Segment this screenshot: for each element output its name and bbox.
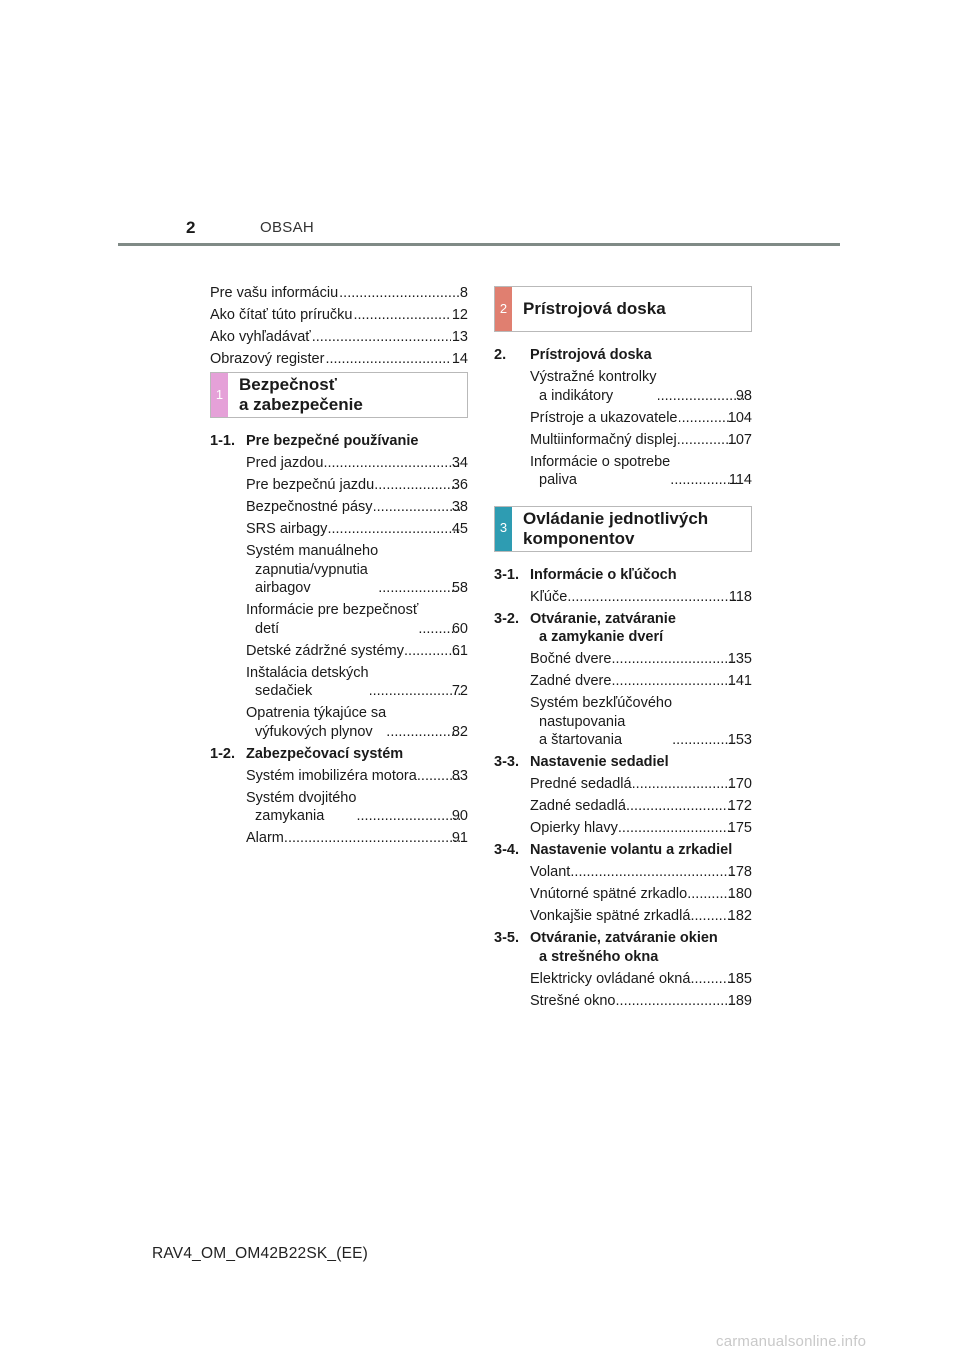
toc-entry-page: 185 (727, 970, 752, 987)
toc-entry-title: Pre vašu informáciu (210, 285, 339, 301)
toc-entry-page: 60 (451, 620, 468, 637)
toc-entry-page: 14 (451, 351, 468, 367)
toc-entry[interactable] (530, 650, 752, 669)
toc-entry-page: 141 (727, 673, 752, 689)
toc-entry-page: 13 (451, 329, 468, 345)
toc-entry-page: 72 (451, 683, 468, 699)
chapter-2-heading[interactable] (494, 286, 752, 332)
toc-entry[interactable] (530, 863, 752, 882)
dot-leader (612, 672, 735, 691)
toc-entry-title: Vnútorné spätné zrkadlo (530, 886, 688, 902)
toc-entry-page: 104 (727, 409, 752, 426)
section-label: Nastavenie volantu a zrkadiel (530, 842, 733, 858)
dot-leader (619, 819, 736, 838)
toc-entry-page: 8 (459, 285, 468, 301)
watermark: carmanualsonline.info (716, 1333, 867, 1350)
toc-entry-title: Volant (530, 864, 571, 880)
toc-entry-title: Systém imobilizéra motora (246, 767, 417, 784)
chapter-2-tab: 2 (495, 287, 512, 331)
chapter-3-tab: 3 (495, 507, 512, 551)
chapter-1-heading[interactable] (210, 372, 468, 418)
toc-entry[interactable] (246, 498, 468, 517)
dot-leader (627, 797, 736, 816)
chapter-1-title: Bezpečnosť a zabezpečenie (239, 375, 363, 414)
toc-entry-page: 12 (451, 307, 468, 323)
chapter-3-title: Ovládanie jednotlivých komponentov (523, 508, 709, 548)
dot-leader (370, 682, 460, 701)
toc-entry-page: 172 (727, 798, 752, 814)
toc-entry-title: Zadné dvere (530, 673, 612, 689)
toc-entry-title: Pred jazdou (246, 455, 324, 471)
toc-entry-title: Elektricky ovládané okná (530, 970, 691, 987)
chapter-1-tab: 1 (211, 373, 228, 417)
section-heading[interactable] (494, 929, 752, 966)
toc-entry-page: 90 (451, 808, 468, 824)
toc-entry[interactable] (246, 829, 468, 848)
section-heading[interactable] (494, 346, 752, 365)
toc-entry-title: Strešné okno (530, 992, 616, 1009)
toc-entry-title: Zadné sedadlá (530, 798, 626, 814)
dot-leader (568, 588, 737, 607)
dot-leader (633, 775, 736, 794)
section-number: 2. (494, 347, 507, 363)
dot-leader (387, 723, 460, 742)
toc-entry-page: 61 (451, 642, 468, 659)
toc-entry-page: 180 (727, 886, 752, 902)
dot-leader (671, 471, 737, 490)
toc-entry-page: 182 (727, 908, 752, 924)
section-number: 3-4. (494, 842, 519, 858)
section-label: Informácie o kľúčoch (530, 566, 677, 583)
dot-leader (375, 476, 460, 495)
toc-entry-page: 38 (451, 499, 468, 515)
document-code: RAV4_OM_OM42B22SK_(EE) (152, 1245, 369, 1262)
toc-entry[interactable] (530, 775, 752, 794)
toc-entry-page: 98 (735, 387, 752, 404)
toc-entry[interactable] (210, 350, 468, 369)
dot-leader (616, 992, 735, 1011)
dot-leader (379, 579, 460, 598)
toc-entry[interactable] (246, 542, 468, 598)
toc-entry[interactable] (246, 767, 468, 786)
section-heading[interactable] (494, 566, 752, 585)
toc-entry-title: Prístroje a ukazovatele (530, 409, 678, 426)
section-label: Prístrojová doska (530, 347, 652, 363)
chapter-2-sections (494, 346, 752, 490)
toc-entry-page: 91 (451, 830, 468, 846)
section-heading[interactable] (210, 432, 468, 451)
toc-entry-page: 135 (727, 651, 752, 667)
toc-entry-title: Kľúče (530, 588, 568, 605)
chapter-2-title: Prístrojová doska (523, 299, 666, 318)
section-label: Nastavenie sedadiel (530, 754, 669, 770)
toc-entry[interactable] (246, 664, 468, 701)
toc-entry-page: 36 (451, 477, 468, 493)
toc-entry-title: Informácie pre bezpečnosť detí (246, 602, 419, 637)
toc-left-column (210, 284, 468, 851)
toc-entry[interactable] (530, 431, 752, 450)
toc-entry-title: Systém manuálneho zapnutia/vypnutia airbagov (246, 543, 379, 596)
section-heading[interactable] (210, 745, 468, 764)
section-number: 1-2. (210, 745, 235, 762)
toc-entry-page: 170 (727, 776, 752, 792)
toc-entry-page: 107 (727, 431, 752, 448)
toc-right-column (494, 284, 752, 1014)
section-number: 3-3. (494, 754, 519, 770)
toc-entry-title: Informácie o spotrebe paliva (530, 453, 671, 488)
dot-leader (328, 520, 459, 539)
section-heading[interactable] (494, 753, 752, 772)
toc-entry[interactable] (210, 284, 468, 303)
toc-entry-page: 189 (727, 992, 752, 1009)
toc-entry[interactable] (530, 672, 752, 691)
toc-entry-page: 153 (727, 732, 752, 748)
dot-leader (658, 387, 744, 406)
toc-entry-page: 82 (451, 723, 468, 740)
toc-entry[interactable] (246, 601, 468, 638)
toc-entry-title: Inštalácia detských sedačiek (246, 664, 369, 699)
toc-entry-page: 118 (728, 588, 752, 605)
toc-entry-title: SRS airbagy (246, 521, 328, 537)
toc-entry-title: Predné sedadlá (530, 776, 632, 792)
chapter-1-sections (210, 432, 468, 848)
section-label: Pre bezpečné používanie (246, 433, 419, 449)
toc-entry-title: Opierky hlavy (530, 820, 618, 836)
toc-entry[interactable] (246, 454, 468, 473)
dot-leader (312, 328, 451, 347)
toc-entry-title: Systém dvojitého zamykania (246, 789, 357, 824)
toc-entry-page: 83 (451, 767, 468, 784)
section-label: Zabezpečovací systém (246, 745, 404, 762)
section-number: 1-1. (210, 433, 235, 449)
toc-entry[interactable] (530, 588, 752, 607)
dot-leader (324, 454, 459, 473)
toc-entry-page: 114 (728, 472, 752, 488)
toc-entry[interactable] (246, 642, 468, 661)
toc-entry-title: Vonkajšie spätné zrkadlá (530, 908, 691, 924)
toc-entry-title: Výstražné kontrolky a indikátory (530, 369, 657, 404)
toc-entry-title: Ako vyhľadávať (210, 329, 311, 345)
page-number: 2 (186, 218, 196, 237)
toc-entry[interactable] (530, 885, 752, 904)
dot-leader (612, 650, 735, 669)
header-rule (118, 243, 840, 246)
section-heading[interactable] (494, 841, 752, 860)
dot-leader (357, 807, 459, 826)
toc-entry[interactable] (530, 819, 752, 838)
toc-entry-title: Bočné dvere (530, 651, 612, 667)
toc-entry-title: Opatrenia týkajúce sa výfukových plynov (246, 705, 387, 740)
dot-leader (571, 863, 735, 882)
section-number: 3-5. (494, 930, 519, 946)
page-header (0, 0, 960, 250)
toc-entry[interactable] (530, 694, 752, 750)
toc-entry[interactable] (530, 992, 752, 1011)
toc-entry[interactable] (246, 520, 468, 539)
dot-leader (285, 829, 460, 848)
section-heading[interactable] (494, 610, 752, 647)
toc-entry[interactable] (210, 306, 468, 325)
intro-list (210, 284, 468, 369)
section-label: Otváranie, zatváranie okien a strešného okna (530, 930, 718, 965)
page-title: OBSAH (260, 219, 315, 236)
toc-entry-page: 58 (451, 580, 468, 596)
toc-entry-page: 178 (727, 864, 752, 880)
dot-leader (353, 306, 450, 325)
chapter-3-heading[interactable] (494, 506, 752, 552)
toc-entry-title: Obrazový register (210, 351, 325, 367)
dot-leader (325, 350, 450, 369)
dot-leader (339, 284, 459, 303)
section-number: 3-1. (494, 566, 519, 583)
toc-entry-title: Pre bezpečnú jazdu (246, 477, 375, 493)
toc-entry[interactable] (246, 704, 468, 741)
dot-leader (673, 731, 736, 750)
toc-entry[interactable] (530, 797, 752, 816)
dot-leader (374, 498, 460, 517)
toc-entry-title: Systém bezkľúčového nastupovania a štartovania (530, 695, 673, 748)
chapter-3-sections (494, 566, 752, 1011)
toc-entry-title: Ako čítať túto príručku (210, 307, 353, 323)
toc-entry[interactable] (210, 328, 468, 347)
toc-entry[interactable] (530, 970, 752, 989)
toc-entry[interactable] (530, 409, 752, 428)
toc-entry-page: 175 (727, 820, 752, 836)
toc-entry[interactable] (246, 476, 468, 495)
toc-entry-title: Bezpečnostné pásy (246, 499, 373, 515)
toc-entry[interactable] (530, 453, 752, 490)
toc-entry-title: Multiinformačný displej (530, 431, 677, 448)
toc-entry[interactable] (246, 789, 468, 826)
toc-entry[interactable] (530, 368, 752, 405)
toc-entry[interactable] (530, 907, 752, 926)
section-number: 3-2. (494, 610, 519, 627)
toc-entry-page: 45 (451, 521, 468, 537)
toc-entry-title: Alarm (246, 830, 284, 846)
toc-entry-page: 34 (451, 455, 468, 471)
toc-entry-title: Detské zádržné systémy (246, 642, 404, 659)
section-label: Otváranie, zatváranie a zamykanie dverí (530, 610, 676, 645)
